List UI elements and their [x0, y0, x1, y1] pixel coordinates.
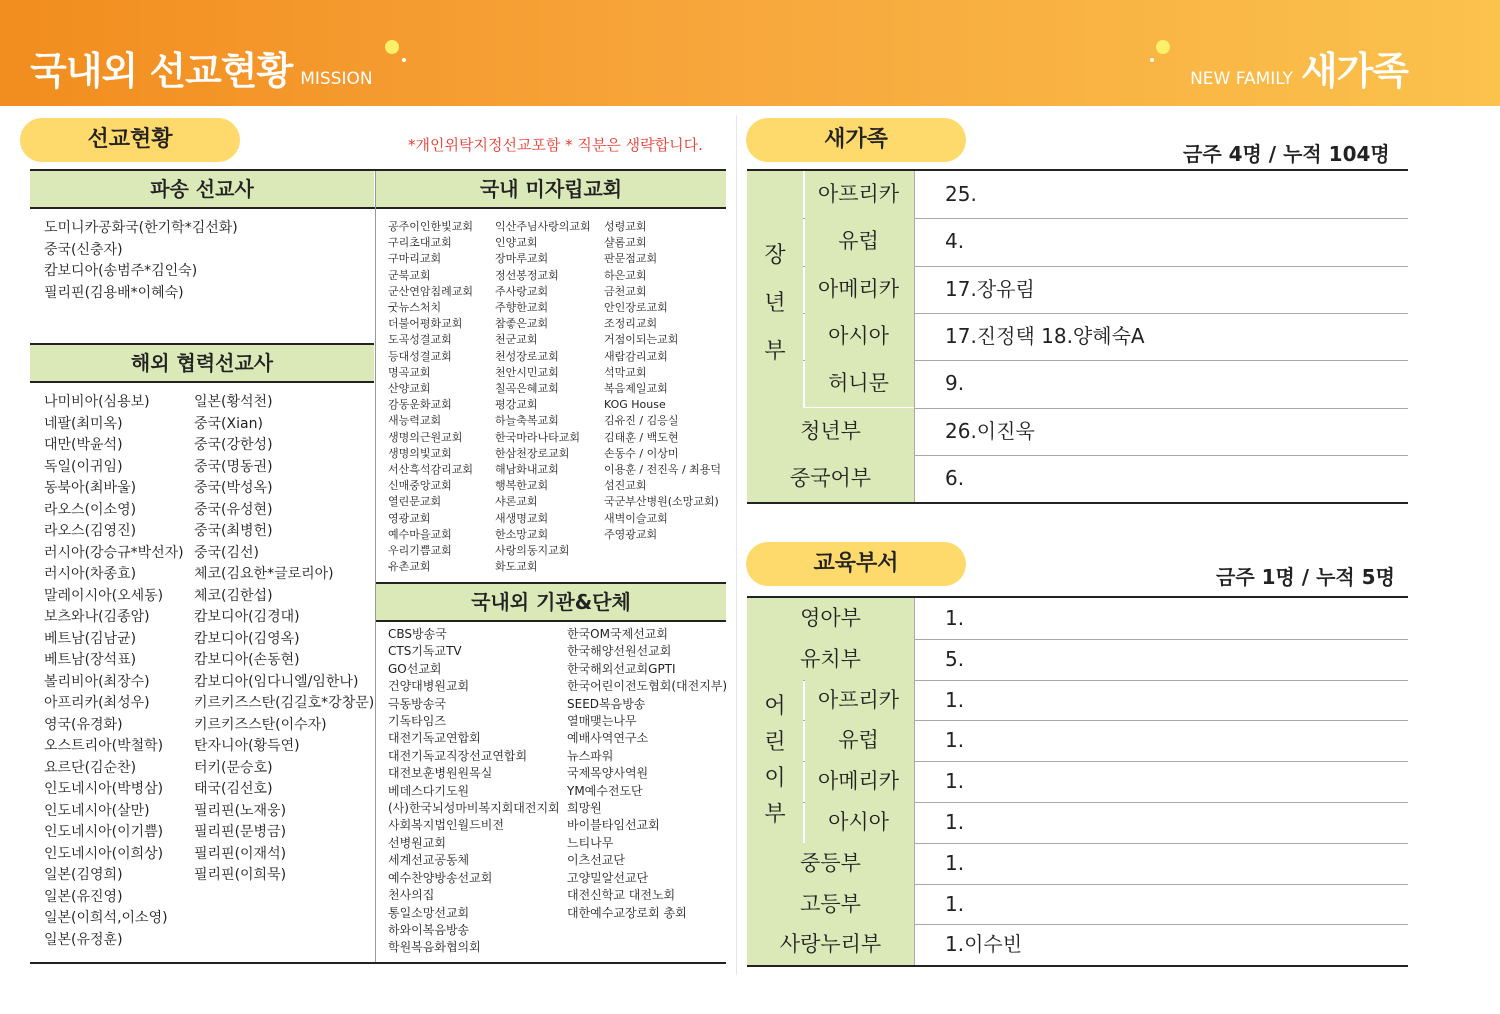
missionary-item: 필리핀(이희묵) [194, 867, 287, 883]
rule [747, 965, 1408, 967]
missionary-item: 중국(박성옥) [194, 480, 273, 496]
church-item: 산양교회 [388, 382, 431, 396]
organization-item: 베데스다기도원 [388, 783, 470, 798]
church-item: 공주이인한빛교회 [388, 220, 474, 233]
church-item: 새능력교회 [388, 414, 442, 428]
church-item: 판문점교회 [604, 252, 658, 266]
church-item: 등대성결교회 [388, 349, 452, 363]
missionary-item: 중국(유성현) [194, 501, 273, 518]
row-label: 아프리카 [817, 182, 900, 206]
row-label: 청년부 [800, 418, 861, 443]
church-item: 국군부산병원(소망교회) [604, 495, 719, 509]
organization-item: YM예수전도단 [567, 783, 643, 798]
church-item: 익산주님사랑의교회 [495, 220, 591, 233]
church-item: 천군교회 [495, 333, 538, 347]
church-item: 신매중앙교회 [388, 479, 452, 493]
church-item: 새생명교회 [495, 511, 549, 525]
missionary-item: 베트남(장석표) [44, 652, 137, 668]
church-item: 복음제일교회 [604, 382, 668, 396]
row-label: 아메리카 [817, 769, 900, 794]
mission-pill: 선교현황 [20, 118, 240, 162]
missionary-item: 캄보디아(김경대) [194, 609, 300, 625]
missionary-item: 일본(이희석,이소영) [44, 910, 168, 926]
organization-item: 예배사역연구소 [567, 731, 649, 746]
church-item: 군산연암침례교회 [388, 284, 474, 298]
newfamily-header-title: 새가족 [1300, 49, 1408, 93]
dispatched-heading: 파송 선교사 [30, 171, 374, 207]
organization-item: 건양대병원교회 [388, 679, 470, 694]
row-value: 5. [945, 646, 965, 671]
missionary-item: 키르키즈스탄(이수자) [194, 716, 327, 733]
missionary-item: 러시아(차종효) [44, 566, 137, 582]
church-item: 천성장로교회 [495, 349, 559, 363]
missionary-item: 오스트리아(박철학) [44, 738, 164, 754]
missionary-item: 네팔(최미옥) [44, 415, 123, 432]
church-item: 더불어평화교회 [388, 317, 463, 331]
row-value: 6. [945, 465, 965, 490]
church-item: 구마리교회 [388, 252, 442, 266]
row-label: 사랑누리부 [779, 932, 882, 957]
church-item: 천안시민교회 [495, 365, 559, 379]
church-item: 생명의근원교회 [388, 430, 463, 444]
group-label [747, 689, 803, 833]
church-item: 행복한교회 [495, 479, 549, 493]
missionary-item: 중국(Xian) [194, 415, 263, 432]
organization-item: 학원복음화협의회 [388, 940, 481, 955]
church-item: 도곡성결교회 [388, 333, 452, 347]
church-item: 주영광교회 [604, 527, 658, 541]
decor-dot [1150, 58, 1154, 62]
group-label-char: 장 [764, 243, 786, 269]
organization-item: GO선교회 [388, 661, 442, 676]
row-label: 아시아 [828, 323, 889, 348]
church-item: 거점이되는교회 [604, 333, 679, 347]
orgs-list-col1 [388, 626, 560, 957]
missionary-item: 중국(최병헌) [194, 523, 273, 539]
row-label: 허니문 [828, 371, 889, 396]
group-label [747, 232, 803, 376]
row-value: 1. [945, 606, 965, 630]
row-value: 17.장유림 [945, 276, 1035, 301]
church-item: 새람감리교회 [604, 349, 668, 363]
row-value: 1. [945, 850, 965, 875]
organization-item: 대전기독교연합회 [388, 731, 481, 746]
row-value: 26.이진욱 [945, 418, 1035, 443]
missionary-item: 영국(유경화) [44, 716, 123, 733]
church-item: 평강교회 [495, 398, 538, 412]
organization-item: SEED복음방송 [567, 696, 646, 711]
missionary-item: 중국(강한성) [194, 437, 273, 453]
newfamily-header-sub: NEW FAMILY [1190, 69, 1293, 89]
missionary-item: 캄보디아(김영옥) [194, 630, 300, 647]
church-item: 하은교회 [604, 268, 647, 282]
missionary-item: 나미비아(심용보) [44, 394, 150, 410]
education-pill: 교육부서 [746, 542, 966, 586]
missionary-item: 일본(김영희) [44, 867, 123, 883]
organization-item: 고양밀알선교단 [567, 870, 649, 885]
missionary-item: 체코(김요한*글로리아) [194, 566, 334, 582]
education-stat: 금주 1명 / 누적 5명 [1216, 565, 1395, 589]
church-item: 생명의빛교회 [388, 446, 452, 460]
missionary-item: 말레이시아(오세동) [44, 587, 164, 604]
row-value: 1. [945, 810, 965, 834]
row-label: 영아부 [800, 606, 861, 630]
decor-dot [1156, 40, 1170, 54]
church-item: 샤론교회 [495, 495, 538, 509]
organization-item: 열매맺는나무 [567, 714, 637, 729]
organization-item: 대한예수교장로회 총회 [567, 905, 687, 920]
church-item: 김태훈 / 백도현 [604, 430, 679, 444]
church-item: 명곡교회 [388, 365, 431, 379]
church-item: 참좋은교회 [495, 317, 549, 331]
mission-note: *개인위탁지정선교포함 * 직분은 생략합니다. [408, 136, 703, 154]
missionary-item: 인도네시아(이희상) [44, 845, 164, 862]
church-item: 손동수 / 이상미 [604, 446, 679, 460]
organization-item: 뉴스파워 [567, 748, 614, 763]
missionary-item: 캄보디아(임다니엘/임한나) [194, 673, 359, 690]
organization-item: 한국어린이전도협회(대전지부) [567, 679, 728, 694]
rule [30, 381, 374, 383]
domestic-list-col3 [604, 219, 721, 543]
church-item: 이용훈 / 전진옥 / 최용덕 [604, 463, 722, 477]
organization-item: 기독타임즈 [388, 714, 446, 729]
church-item: 한소망교회 [495, 527, 549, 541]
church-item: 우리기쁨교회 [388, 544, 452, 558]
missionary-item: 러시아(강승규*박선자) [44, 544, 184, 561]
domestic-list-col1 [388, 219, 473, 575]
row-value: 1. [945, 891, 965, 916]
row-label: 중국어부 [789, 465, 872, 490]
organization-item: 천사의집 [388, 888, 435, 903]
overseas-list-col2 [194, 392, 374, 887]
organization-item: (사)한국뇌성마비복지회대전지회 [388, 801, 560, 816]
missionary-item: 대만(박윤석) [44, 437, 123, 453]
organization-item: 한국해양선원선교회 [567, 644, 672, 659]
organization-item: 대전보훈병원원목실 [388, 766, 493, 781]
group-label-char: 린 [764, 730, 786, 756]
missionary-item: 중국(신충자) [44, 241, 123, 258]
decor-dot [385, 40, 399, 54]
row-value: 1.이수빈 [945, 932, 1023, 957]
church-item: 안인장로교회 [604, 301, 668, 315]
group-label-char: 년 [764, 291, 786, 317]
church-item: 주향한교회 [495, 301, 549, 315]
church-item: 김유진 / 김응실 [604, 414, 679, 428]
missionary-item: 볼리비아(최장수) [44, 673, 150, 690]
row-value: 25. [945, 182, 977, 206]
newfamily-header [1190, 40, 1408, 95]
organization-item: 세계선교공동체 [388, 853, 470, 868]
row-value: 1. [945, 687, 965, 712]
group-label-char: 부 [764, 802, 786, 828]
missionary-item: 중국(김선) [194, 544, 260, 561]
row-value: 4. [945, 229, 965, 254]
church-item: 감동운화교회 [388, 398, 452, 412]
missionary-item: 인도네시아(살만) [44, 802, 150, 819]
row-label: 아메리카 [817, 276, 900, 301]
church-item: 열린문교회 [388, 495, 442, 509]
church-item: 성령교회 [604, 220, 647, 233]
church-item: 굿뉴스처치 [388, 301, 442, 315]
missionary-item: 라오스(이소영) [44, 501, 137, 518]
orgs-list-col2 [567, 626, 727, 922]
church-item: 구리초대교회 [388, 236, 452, 250]
church-item: 해남화내교회 [495, 463, 559, 477]
missionary-item: 필리핀(노재웅) [194, 802, 287, 819]
rule [376, 620, 726, 622]
missionary-item: 베트남(김남균) [44, 630, 137, 647]
church-item: 한삼천장로교회 [495, 446, 570, 460]
missionary-item: 독일(이귀임) [44, 458, 123, 475]
church-item: 석막교회 [604, 365, 647, 379]
row-label: 중등부 [800, 850, 861, 875]
church-item: 샬롬교회 [604, 236, 647, 250]
church-item: 칠곡은혜교회 [495, 382, 559, 396]
missionary-item: 인도네시아(이기쁨) [44, 824, 164, 840]
mission-header-title: 국내외 선교현황 [30, 49, 293, 93]
organization-item: 희망원 [567, 801, 602, 816]
church-item: 유촌교회 [388, 560, 431, 574]
row-label: 유치부 [800, 646, 861, 671]
organization-item: 한국해외선교회GPTI [567, 661, 676, 676]
church-item: 군북교회 [388, 268, 431, 282]
row-label: 유럽 [838, 728, 879, 753]
organization-item: 하와이복음방송 [388, 922, 470, 937]
missionary-item: 보츠와나(김종암) [44, 609, 150, 625]
missionary-item: 동북아(최바울) [44, 480, 137, 496]
missionary-item: 중국(명동권) [194, 458, 273, 475]
church-item: 한국마라나타교회 [495, 430, 581, 444]
church-item: 정선봉정교회 [495, 268, 559, 282]
mission-header-sub: MISSION [300, 69, 373, 89]
organization-item: 느티나무 [567, 835, 614, 850]
rule [747, 502, 1408, 504]
orgs-heading: 국내외 기관&단체 [376, 584, 726, 620]
overseas-heading: 해외 협력선교사 [30, 345, 374, 381]
domestic-heading: 국내 미자립교회 [376, 171, 726, 207]
group-label-char: 어 [764, 694, 786, 720]
rule [30, 207, 726, 209]
organization-item: 선병원교회 [388, 835, 446, 850]
missionary-item: 일본(유진영) [44, 888, 123, 905]
missionary-item: 일본(유정훈) [44, 931, 123, 948]
organization-item: 극동방송국 [388, 696, 446, 711]
missionary-item: 체코(김한섭) [194, 587, 273, 604]
missionary-item: 필리핀(문병금) [194, 824, 287, 840]
church-item: 장마루교회 [495, 252, 549, 266]
decor-dot [402, 58, 406, 62]
newfamily-pill: 새가족 [746, 118, 966, 162]
rule [30, 962, 726, 964]
organization-item: 통일소망선교회 [388, 905, 470, 920]
organization-item: 대전신학교 대전노회 [567, 888, 676, 903]
church-item: 하늘축복교회 [495, 414, 559, 428]
group-label-char: 이 [764, 766, 786, 792]
missionary-item: 필리핀(김용배*이혜숙) [44, 284, 184, 301]
row-value: 17.진정택 18.양혜숙A [945, 323, 1145, 348]
column-divider [736, 115, 737, 975]
organization-item: 대전기독교직장선교연합회 [388, 748, 528, 763]
missionary-item: 캄보디아(송범주*김인숙) [44, 263, 198, 279]
missionary-item: 태국(김선호) [194, 781, 273, 797]
organization-item: 바이블타임선교회 [567, 818, 660, 833]
organization-item: 한국OM국제선교회 [567, 627, 668, 641]
row-label: 아시아 [828, 810, 889, 834]
row-label: 아프리카 [817, 687, 900, 712]
mission-header [30, 40, 373, 95]
row-value: 1. [945, 769, 965, 794]
organization-item: 국제목양사역원 [567, 766, 649, 781]
church-item: 인양교회 [495, 236, 538, 250]
church-item: 금천교회 [604, 284, 647, 298]
church-item: 사랑의동지교회 [495, 544, 570, 558]
row-label: 유럽 [838, 229, 879, 254]
missionary-item: 아프리카(최성우) [44, 695, 150, 711]
vertical-rule [375, 171, 376, 963]
church-item: 주사랑교회 [495, 284, 549, 298]
missionary-item: 요르단(김순찬) [44, 759, 137, 776]
dispatched-list [44, 218, 238, 304]
missionary-item: 키르키즈스탄(김길호*강창문) [194, 695, 375, 711]
missionary-item: 탄자니아(황득연) [194, 738, 300, 754]
organization-item: CTS기독교TV [388, 644, 462, 659]
church-item: 예수마을교회 [388, 527, 452, 541]
newfamily-stat: 금주 4명 / 누적 104명 [1183, 142, 1390, 166]
missionary-item: 필리핀(이재석) [194, 845, 287, 862]
missionary-item: 터키(문승호) [194, 759, 273, 776]
header-banner [0, 0, 1500, 106]
church-item: 서산흑석감리교회 [388, 463, 474, 477]
col-rule [914, 171, 915, 502]
church-item: 새벽이슬교회 [604, 511, 668, 525]
missionary-item: 인도네시아(박병삼) [44, 781, 164, 797]
row-label: 고등부 [800, 891, 861, 916]
church-item: 영광교회 [388, 511, 431, 525]
missionary-item: 캄보디아(손동현) [194, 652, 300, 668]
missionary-item: 라오스(김영진) [44, 523, 137, 539]
overseas-list-col1 [44, 392, 184, 951]
organization-item: 이츠선교단 [567, 853, 625, 868]
church-item: KOG House [604, 398, 666, 412]
church-item: 화도교회 [495, 560, 538, 574]
organization-item: 사회복지법인월드비전 [388, 818, 504, 833]
organization-item: 예수찬양방송선교회 [388, 870, 493, 885]
church-item: 섬진교회 [604, 479, 647, 493]
col-rule [914, 598, 915, 965]
organization-item: CBS방송국 [388, 627, 447, 641]
missionary-item: 일본(황석천) [194, 394, 273, 410]
row-value: 1. [945, 728, 965, 753]
group-label-char: 부 [764, 339, 786, 365]
row-value: 9. [945, 371, 965, 396]
domestic-list-col2 [495, 219, 591, 575]
church-item: 조정리교회 [604, 317, 658, 331]
missionary-item: 도미니카공화국(한기학*김선화) [44, 220, 238, 236]
